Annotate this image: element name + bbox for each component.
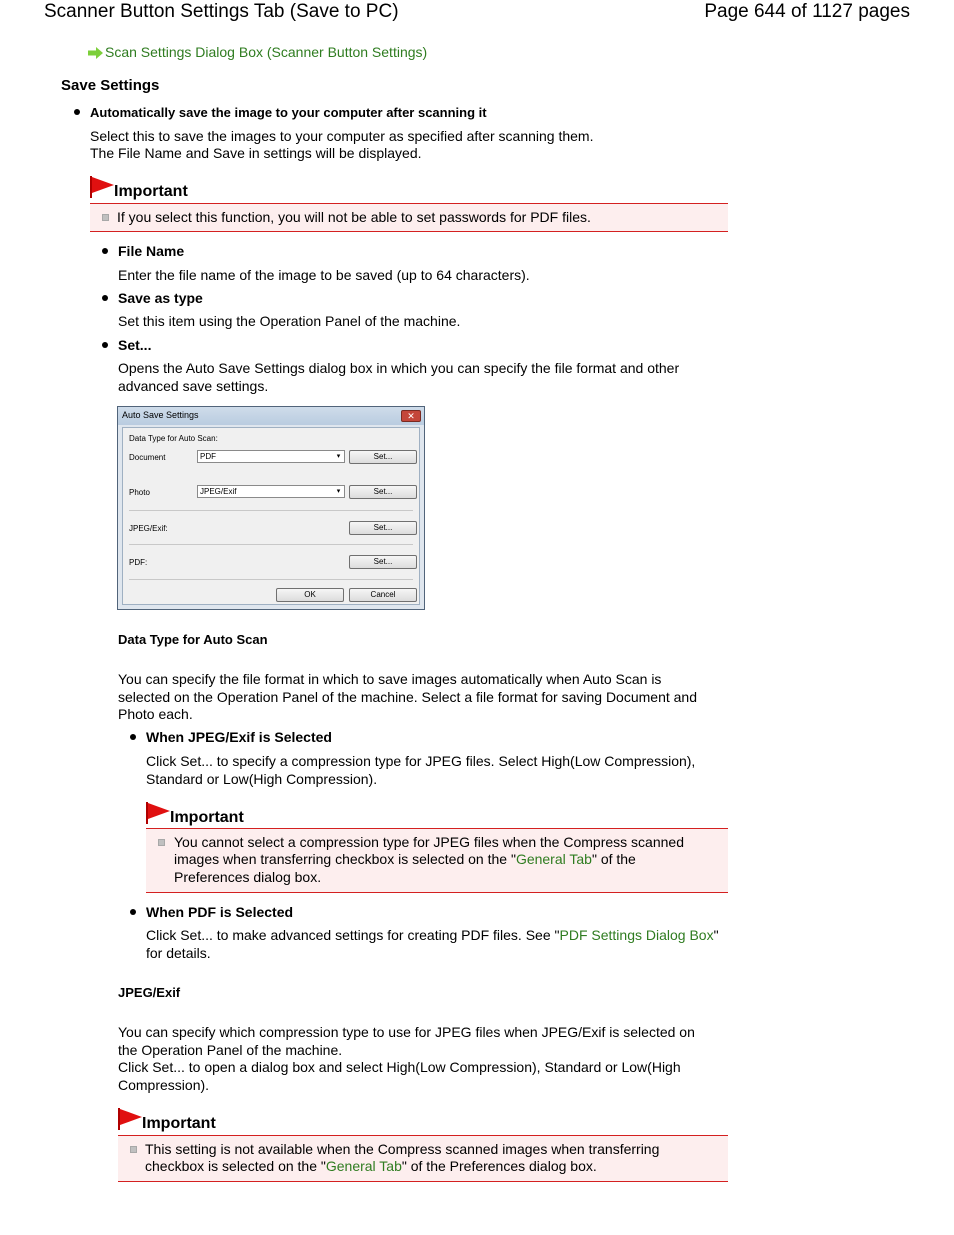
chevron-down-icon: ▾: [336, 488, 341, 495]
bullet: [74, 109, 80, 115]
important-box: [146, 828, 728, 893]
data-type-p2: selected on the Operation Panel of the machine. Select a file format for saving Document and: [118, 689, 697, 705]
jpeg-set-button[interactable]: Set...: [349, 521, 417, 535]
flag-icon: [118, 1108, 142, 1130]
jpeg-exif-p2: the Operation Panel of the machine.: [118, 1042, 343, 1058]
set-desc-1: Opens the Auto Save Settings dialog box in which you can specify the file format and other: [118, 360, 680, 376]
general-tab-link[interactable]: General Tab: [515, 851, 592, 867]
scan-settings-link[interactable]: Scan Settings Dialog Box (Scanner Button Settings): [105, 44, 428, 60]
ok-button[interactable]: OK: [276, 588, 344, 602]
flag-icon: [90, 176, 114, 198]
dialog-titlebar: [118, 407, 424, 425]
document-label: Document: [129, 453, 166, 462]
photo-value: JPEG/Exif: [200, 487, 237, 496]
square-bullet-icon: [158, 839, 165, 846]
pdf-settings-link[interactable]: PDF Settings Dialog Box: [559, 927, 714, 943]
divider: [129, 510, 413, 511]
arrow-right-icon: [88, 46, 103, 64]
file-name-label: File Name: [118, 243, 185, 259]
important-text: " of the Preferences dialog box.: [401, 1158, 597, 1174]
bullet: [102, 295, 108, 301]
important-box: [90, 203, 728, 232]
pdf-selected-text: ": [713, 927, 719, 943]
photo-set-button[interactable]: Set...: [349, 485, 417, 499]
document-select[interactable]: [197, 450, 345, 463]
important-line-2: [174, 851, 636, 869]
document-set-button[interactable]: Set...: [349, 450, 417, 464]
important-box: [118, 1135, 728, 1182]
divider: [129, 544, 413, 545]
important-heading: Important: [142, 1115, 216, 1132]
document-value: PDF: [200, 452, 216, 461]
jpeg-exif-heading: JPEG/Exif: [118, 985, 181, 1000]
jpeg-selected-p2: Standard or Low(High Compression).: [146, 771, 378, 787]
flag-icon: [146, 802, 170, 824]
important-heading: Important: [114, 183, 188, 200]
pdf-selected-p1: [146, 927, 719, 945]
auto-save-desc-1: Select this to save the images to your computer as specified after scanning them.: [90, 128, 594, 144]
auto-save-label: Automatically save the image to your computer after scanning it: [90, 105, 487, 120]
important-text: checkbox is selected on the ": [145, 1158, 326, 1174]
auto-save-settings-dialog: [117, 406, 425, 610]
breadcrumb: [88, 44, 427, 64]
bullet: [130, 734, 136, 740]
file-name-desc: Enter the file name of the image to be saved (up to 64 characters).: [118, 267, 530, 283]
pdf-label: PDF:: [129, 558, 148, 567]
dialog-body: [122, 427, 420, 605]
bullet: [102, 342, 108, 348]
bullet: [102, 248, 108, 254]
important-text: If you select this function, you will not be able to set passwords for PDF files.: [117, 209, 591, 225]
jpeg-exif-p4: Compression).: [118, 1077, 210, 1093]
square-bullet-icon: [102, 214, 109, 221]
data-type-p3: Photo each.: [118, 706, 193, 722]
jpeg-selected-p1: Click Set... to specify a compression type for JPEG files. Select High(Low Compression),: [146, 753, 696, 769]
save-as-type-label: Save as type: [118, 290, 203, 306]
page-counter: Page 644 of 1127 pages: [704, 1, 910, 22]
important-heading: Important: [170, 809, 244, 826]
important-text: images when transferring checkbox is selected on the ": [174, 851, 516, 867]
pdf-selected-label: When PDF is Selected: [146, 904, 294, 920]
save-as-type-desc: Set this item using the Operation Panel of the machine.: [118, 313, 461, 329]
photo-select[interactable]: [197, 485, 345, 498]
important-line-1: This setting is not available when the Compress scanned images when transferring: [145, 1141, 660, 1157]
general-tab-link[interactable]: General Tab: [325, 1158, 402, 1174]
set-desc-2: advanced save settings.: [118, 378, 269, 394]
save-settings-heading: Save Settings: [61, 77, 160, 94]
pdf-selected-p2: for details.: [146, 945, 211, 961]
page-title: Scanner Button Settings Tab (Save to PC): [44, 1, 399, 22]
pdf-set-button[interactable]: Set...: [349, 555, 417, 569]
important-line-2: [145, 1158, 597, 1176]
chevron-down-icon: ▾: [336, 453, 341, 460]
jpeg-label: JPEG/Exif:: [129, 524, 168, 533]
important-line-3: Preferences dialog box.: [174, 869, 322, 885]
divider: [129, 579, 413, 580]
cancel-button[interactable]: Cancel: [349, 588, 417, 602]
photo-label: Photo: [129, 488, 150, 497]
important-line-1: You cannot select a compression type for JPEG files when the Compress scanned: [174, 834, 684, 850]
bullet: [130, 909, 136, 915]
data-type-heading: Data Type for Auto Scan: [118, 632, 268, 647]
jpeg-exif-p1: You can specify which compression type to use for JPEG files when JPEG/Exif is selected on: [118, 1024, 695, 1040]
jpeg-exif-p3: Click Set... to open a dialog box and select High(Low Compression), Standard or Low(High: [118, 1059, 681, 1075]
close-icon[interactable]: ✕: [401, 410, 421, 422]
auto-save-desc-2: The File Name and Save in settings will be displayed.: [90, 145, 422, 161]
dialog-title: Auto Save Settings: [122, 410, 199, 420]
set-label: Set...: [118, 337, 152, 353]
pdf-selected-text: Click Set... to make advanced settings for creating PDF files. See ": [146, 927, 560, 943]
data-type-p1: You can specify the file format in which to save images automatically when Auto Scan is: [118, 671, 662, 687]
important-text: " of the: [591, 851, 636, 867]
jpeg-selected-label: When JPEG/Exif is Selected: [146, 729, 332, 745]
group-label: Data Type for Auto Scan:: [129, 434, 218, 443]
square-bullet-icon: [130, 1146, 137, 1153]
